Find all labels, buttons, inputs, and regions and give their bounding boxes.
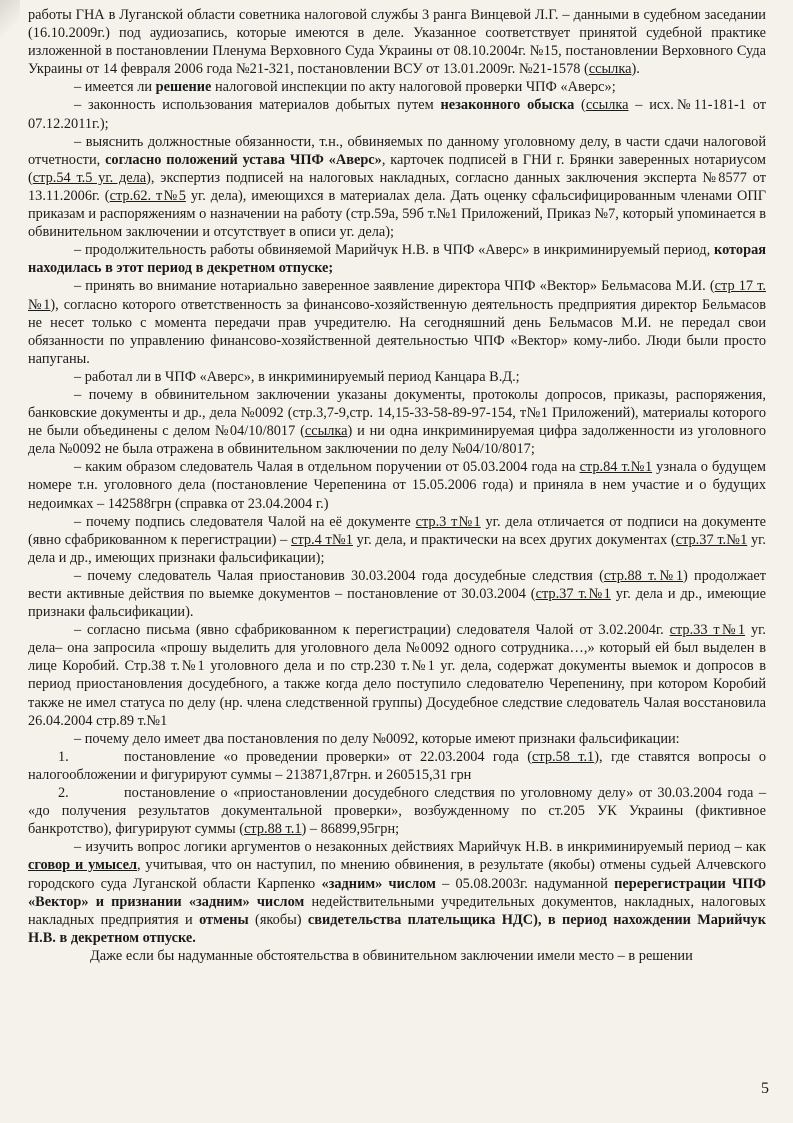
- reference: стр.4 т№1: [291, 531, 353, 548]
- link[interactable]: ссылка: [588, 61, 632, 78]
- paragraph-11: – почему следователь Чалая приостановив 30.03.2004 года досудебные следствия (стр.88 т.№1) продолжает вести активные действия по выемке документов – постановление от 30.03.2004 (стр.37 т.№1 уг. дела и др., имеющие признаки фальсификации).: [28, 567, 766, 621]
- paragraph-4: – выяснить должностные обязанности, т.н., обвиняемых по данному уголовному делу, в части сдачи налоговой отчетности, согласно положений устава ЧПФ «Аверс», карточек подписей в ГНИ г. Брянки заверенных нотариусом (стр.54 т.5 уг. дела), экспертиз подписей на налоговых накладных, согласно данных заключения эксперта №8577 от 13.11.2006г. (стр.62. т№5 уг. дела), имеющихся в материалах дела. Дать оценку сфальсифицированным членами ОПГ приказам и распоряжениям о назначении на работу (стр.59а, 59б т.№1 Приложений, Приказ №7, который упоминается в обвинительном заключении и отсутствует в описи уг. дела);: [28, 133, 767, 241]
- paragraph-8: – почему в обвинительном заключении указаны документы, протоколы допросов, приказы, распоряжения, банковские документы и др., дела №0092 (стр.3,7-9,стр. 14,15-33-58-89-97-154, т№1 Приложений), материалы которого не были объединены с делом №04/10/8017 (ссылка) и ни одна инкриминируемая цифра задолженности из уголовного дела №0092 не была отражена в обвинительном заключении по делу №04/10/8017;: [28, 386, 766, 458]
- reference: стр.37 т.№1: [535, 586, 611, 602]
- page-corner-shadow: [0, 0, 20, 40]
- reference: стр.58 т.1: [532, 748, 595, 765]
- paragraph-15: Даже если бы надуманные обстоятельства в обвинительном заключении имели место – в решении: [90, 947, 693, 964]
- document-page: [28, 6, 766, 965]
- paragraph-9: – каким образом следователь Чалая в отдельном поручении от 05.03.2004 года на стр.84 т.№1 узнала о будущем номере т.н. уголовного дела (постановление Черепенина от 15.05.2006 года) и приняла в нем участие и о будущих недоимках – 142588грн (справка от 23.04.2004 г.): [28, 459, 766, 512]
- page-number: 5: [761, 1080, 769, 1097]
- reference: стр.37 т.№1: [675, 531, 748, 548]
- reference: стр 17 т.№1: [28, 278, 766, 313]
- reference: стр.3 т№1: [415, 513, 481, 530]
- reference: стр.84 т.№1: [579, 459, 653, 476]
- paragraph-10: – почему подпись следователя Чалой на её документе стр.3 т№1 уг. дела отличается от подписи на документе (явно сфабрикованном к перегистрации) – стр.4 т№1 уг. дела, и практически на всех других документах (стр.37 т.№1 уг. дела и др., имеющих признаки фальсификации);: [28, 513, 766, 566]
- paragraph-2: – имеется ли решение налоговой инспекции по акту налоговой проверки ЧПФ «Аверс»;: [74, 79, 616, 96]
- paragraph-3: – законность использования материалов добытых путем незаконного обыска (ссылка – исх.№11-181-1 от 07.12.2011г.);: [28, 97, 767, 132]
- reference: стр.54 т.5 уг. дела: [32, 169, 147, 186]
- paragraph-7: – работал ли в ЧПФ «Аверс», в инкриминируемый период Канцара В.Д.;: [74, 368, 520, 385]
- link[interactable]: ссылка: [585, 97, 629, 114]
- paragraph-6: – принять во внимание нотариально заверенное заявление директора ЧПФ «Вектор» Бельмасова М.И. (стр 17 т.№1), согласно которого ответственность за финансово-хозяйственную деятельность предприятия директор Бельмасов не несет только с момента передачи прав учредителю. На сегодняшний день Бельмасов М.И. не передал свои обязанности по управлению финансово-хозяйственной деятельностью ЧПФ «Вектор» кому-либо. Люди были просто напуганы.: [28, 278, 766, 367]
- paragraph-1: работы ГНА в Луганской области советника налоговой службы 3 ранга Винцевой Л.Г. – данными в судебном заседании (16.10.2009г.) под аудиозапись, которые имеются в деле. Указанное соответствует принятой судебной практике изложенной в постановлении Пленума Верховного Суда Украины от 08.10.2004г. №15, постановлении Верховного Суда Украины от 14 февраля 2006 года №21-321, постановлении ВСУ от 13.01.2009г. №21-1578 (ссылка).: [28, 7, 766, 78]
- list-item-1: 1. постановление «о проведении проверки» от 22.03.2004 года (стр.58 т.1), где ставятся вопросы о налогообложении и фигурируют суммы – 213871,87грн. и 260515,31 грн: [28, 748, 766, 783]
- paragraph-5: – продолжительность работы обвиняемой Марийчук Н.В. в ЧПФ «Аверс» в инкриминируемый период, которая находилась в этот период в декретном отпуске;: [28, 242, 766, 277]
- link[interactable]: ссылка: [304, 423, 348, 440]
- list-item-2: 2. постановление о «приостановлении досудебного следствия по уголовному делу» от 30.03.2004 года – «до получения результатов документальной проверки», возбужденному по ст.205 УК Украины (фиктивное банкротство), фигурируют суммы (стр.88 т.1) – 86899,95грн;: [28, 785, 766, 838]
- paragraph-13: – почему дело имеет два постановления по делу №0092, которые имеют признаки фальсификации:: [74, 730, 680, 747]
- reference: стр.33 т№1: [669, 622, 746, 639]
- reference: стр.88 т.1: [244, 821, 302, 838]
- paragraph-12: – согласно письма (явно сфабрикованном к перегистрации) следователя Чалой от 3.02.2004г. стр.33 т№1 уг. дела– она запросила «прошу выделить для уголовного дела №0092 одного сотрудника…,» который ей был выделен в лице Коробий. Стр.38 т.№1 уголовного дела и по стр.230 т.№1 уг. дела, содержат документы выемок и допросов в период приостановления досудебного, а также когда дело поступило следователю Черепенину, при котором Коробий также не имел статуса по делу (нр. члена следственной группы) Досудебное следствие следователь Чалая восстановила 26.04.2004 стр.89 т.№1: [28, 622, 767, 729]
- paragraph-14: – изучить вопрос логики аргументов о незаконных действиях Марийчук Н.В. в инкриминируемый период – как сговор и умысел, учитывая, что он наступил, по мнению обвинения, в результате (якобы) отмены судьей Алчевского городского суда Луганской области Карпенко «задним» числом – 05.08.2003г. надуманной перерегистрации ЧПФ «Вектор» и признании «задним» числом недействительными учредительных документов, накладных, налоговых накладных предприятия и отмены (якобы) свидетельства плательщика НДС), в период нахождении Марийчук Н.В. в декретном отпуске.: [28, 839, 767, 946]
- reference: стр.62. т№5: [109, 187, 186, 204]
- reference: стр.88 т.№1: [603, 567, 684, 584]
